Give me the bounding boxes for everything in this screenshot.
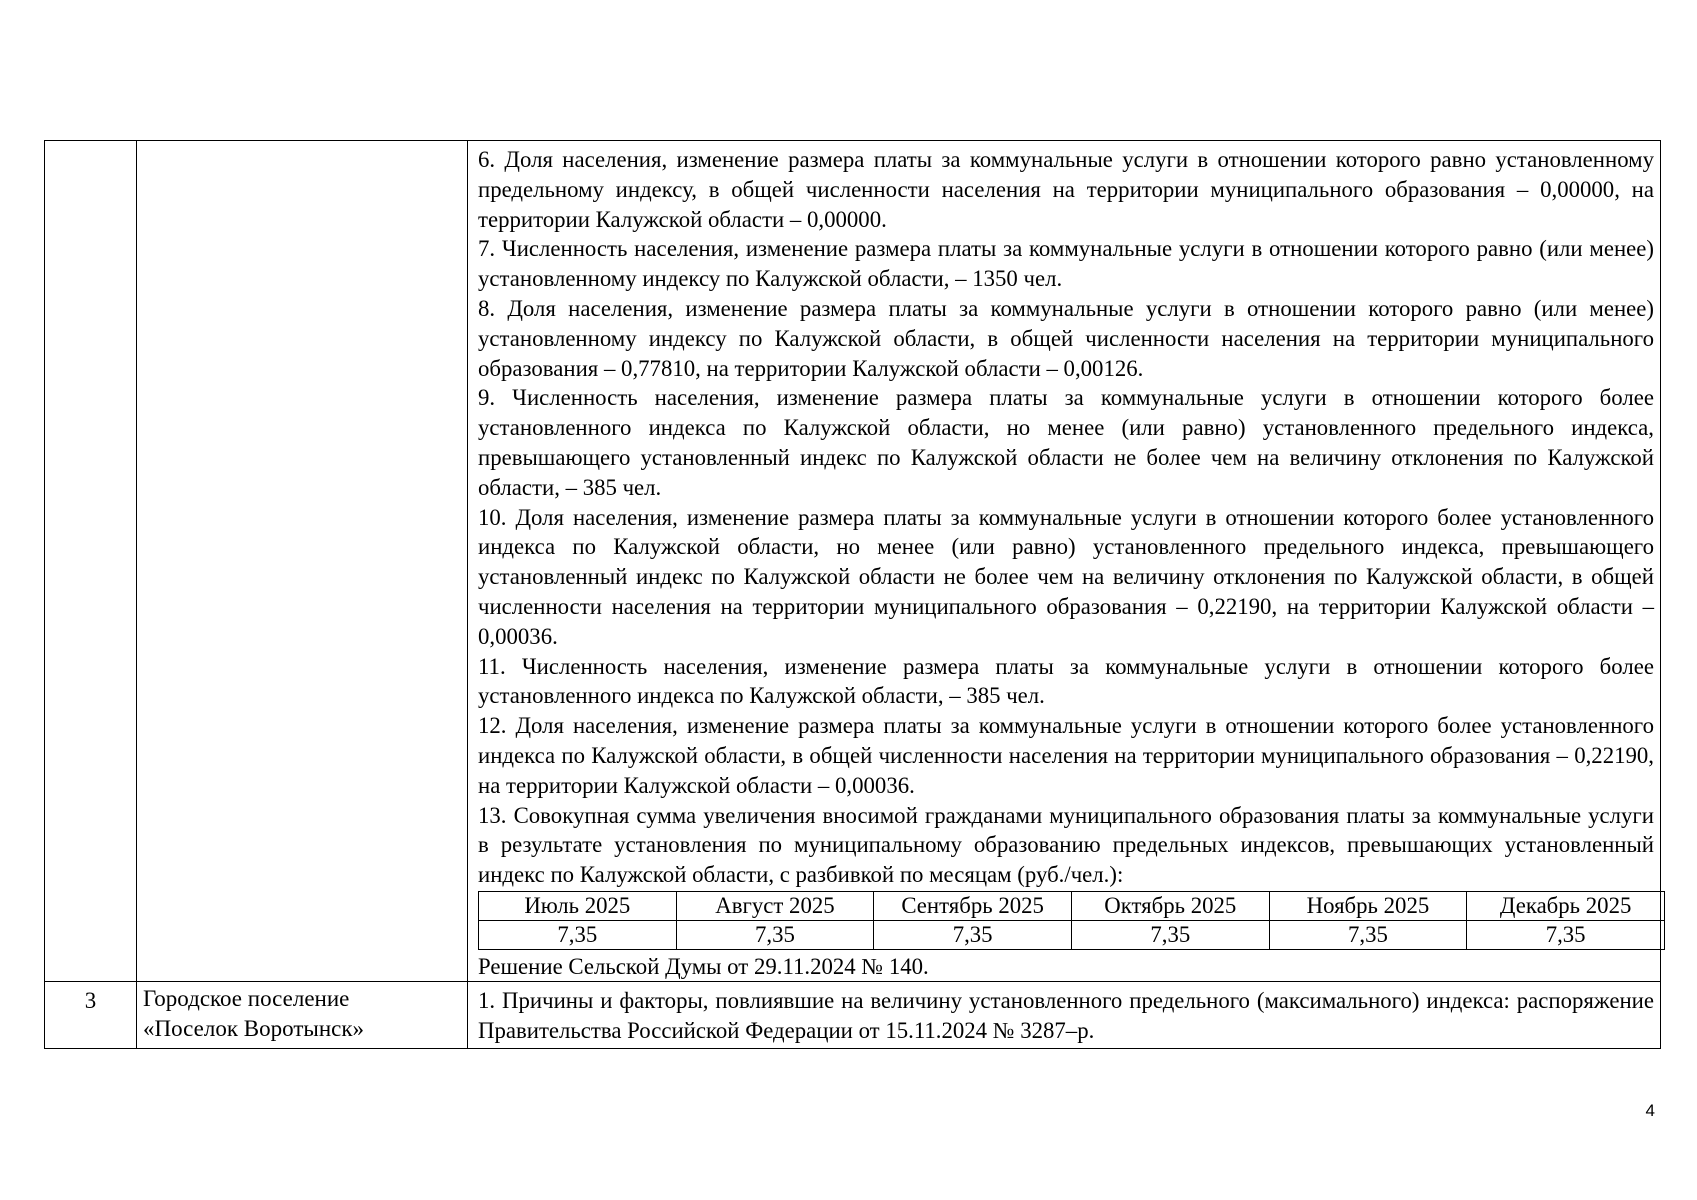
months-values-row bbox=[479, 920, 1665, 949]
month-header: Октябрь 2025 bbox=[1071, 891, 1269, 920]
paragraph-10: 10. Доля населения, изменение размера платы за коммунальные услуги в отношении которого более установленного индекса по Калужской области, но менее (или равно) установленного предельного индекса, превышающего установленный индекс по Калужской области не более чем на величину отклонения по Калужской области, в общей численности населения на территории муниципального образования – 0,22190, на территории Калужской области – 0,00036. bbox=[478, 504, 1654, 649]
municipality-name-line-1: Городское поселение bbox=[143, 985, 350, 1011]
month-value: 7,35 bbox=[479, 920, 677, 949]
municipality-name-cell bbox=[137, 141, 468, 982]
month-value: 7,35 bbox=[1467, 920, 1665, 949]
month-value: 7,35 bbox=[1269, 920, 1467, 949]
paragraph-7: 7. Численность населения, изменение размера платы за коммунальные услуги в отношении которого равно (или менее) установленному индексу по Калужской области, – 1350 чел. bbox=[478, 236, 1654, 292]
month-header: Ноябрь 2025 bbox=[1269, 891, 1467, 920]
month-header: Август 2025 bbox=[676, 891, 874, 920]
municipality-name-line-2: «Поселок Воротынск» bbox=[143, 1015, 365, 1041]
paragraph-8: 8. Доля населения, изменение размера платы за коммунальные услуги в отношении которого равно (или менее) установленному индексу по Калужской области, в общей численности населения на территории муниципального образования – 0,77810, на территории Калужской области – 0,00126. bbox=[478, 295, 1654, 381]
table-row-continued bbox=[45, 141, 1661, 982]
paragraph-11: 11. Численность населения, изменение размера платы за коммунальные услуги в отношении которого более установленного индекса по Калужской области, – 385 чел. bbox=[478, 653, 1654, 709]
page-number: 4 bbox=[1645, 1101, 1655, 1120]
monthly-amounts-table bbox=[478, 891, 1665, 950]
table-row-3 bbox=[45, 981, 1661, 1048]
indicators-cell bbox=[468, 141, 1661, 982]
row-number-cell bbox=[45, 141, 137, 982]
row-number-cell: 3 bbox=[45, 981, 137, 1048]
month-header: Декабрь 2025 bbox=[1467, 891, 1665, 920]
paragraph-13: 13. Совокупная сумма увеличения вносимой гражданами муниципального образования платы за коммунальные услуги в результате установления по муниципальному образованию предельных индексов, превышающих установленный индекс по Калужской области, с разбивкой по месяцам (руб./чел.): bbox=[478, 802, 1654, 888]
months-header-row bbox=[479, 891, 1665, 920]
month-value: 7,35 bbox=[1071, 920, 1269, 949]
paragraph-12: 12. Доля населения, изменение размера платы за коммунальные услуги в отношении которого более установленного индекса по Калужской области, в общей численности населения на территории муниципального образования – 0,22190, на территории Калужской области – 0,00036. bbox=[478, 713, 1654, 798]
paragraph-9: 9. Численность населения, изменение размера платы за коммунальные услуги в отношении которого более установленного индекса по Калужской области, но менее (или равно) установленного предельного индекса, превышающего установленный индекс по Калужской области не более чем на величину отклонения по Калужской области, – 385 чел. bbox=[478, 385, 1654, 500]
paragraph-6: 6. Доля населения, изменение размера платы за коммунальные услуги в отношении которого равно установленному предельному индексу, в общей численности населения на территории муниципального образования – 0,00000, на территории Калужской области – 0,00000. bbox=[478, 147, 1654, 232]
document-table bbox=[44, 140, 1661, 1049]
month-header: Июль 2025 bbox=[479, 891, 677, 920]
month-value: 7,35 bbox=[676, 920, 874, 949]
municipality-name-cell bbox=[137, 981, 468, 1048]
month-value: 7,35 bbox=[874, 920, 1072, 949]
decision-reference: Решение Сельской Думы от 29.11.2024 № 140. bbox=[478, 953, 929, 979]
month-header: Сентябрь 2025 bbox=[874, 891, 1072, 920]
indicators-cell bbox=[468, 981, 1661, 1048]
paragraph-1: 1. Причины и факторы, повлиявшие на величину установленного предельного (максимального) индекса: распоряжение Правительства Российской Федерации от 15.11.2024 № 3287–р. bbox=[478, 987, 1654, 1043]
